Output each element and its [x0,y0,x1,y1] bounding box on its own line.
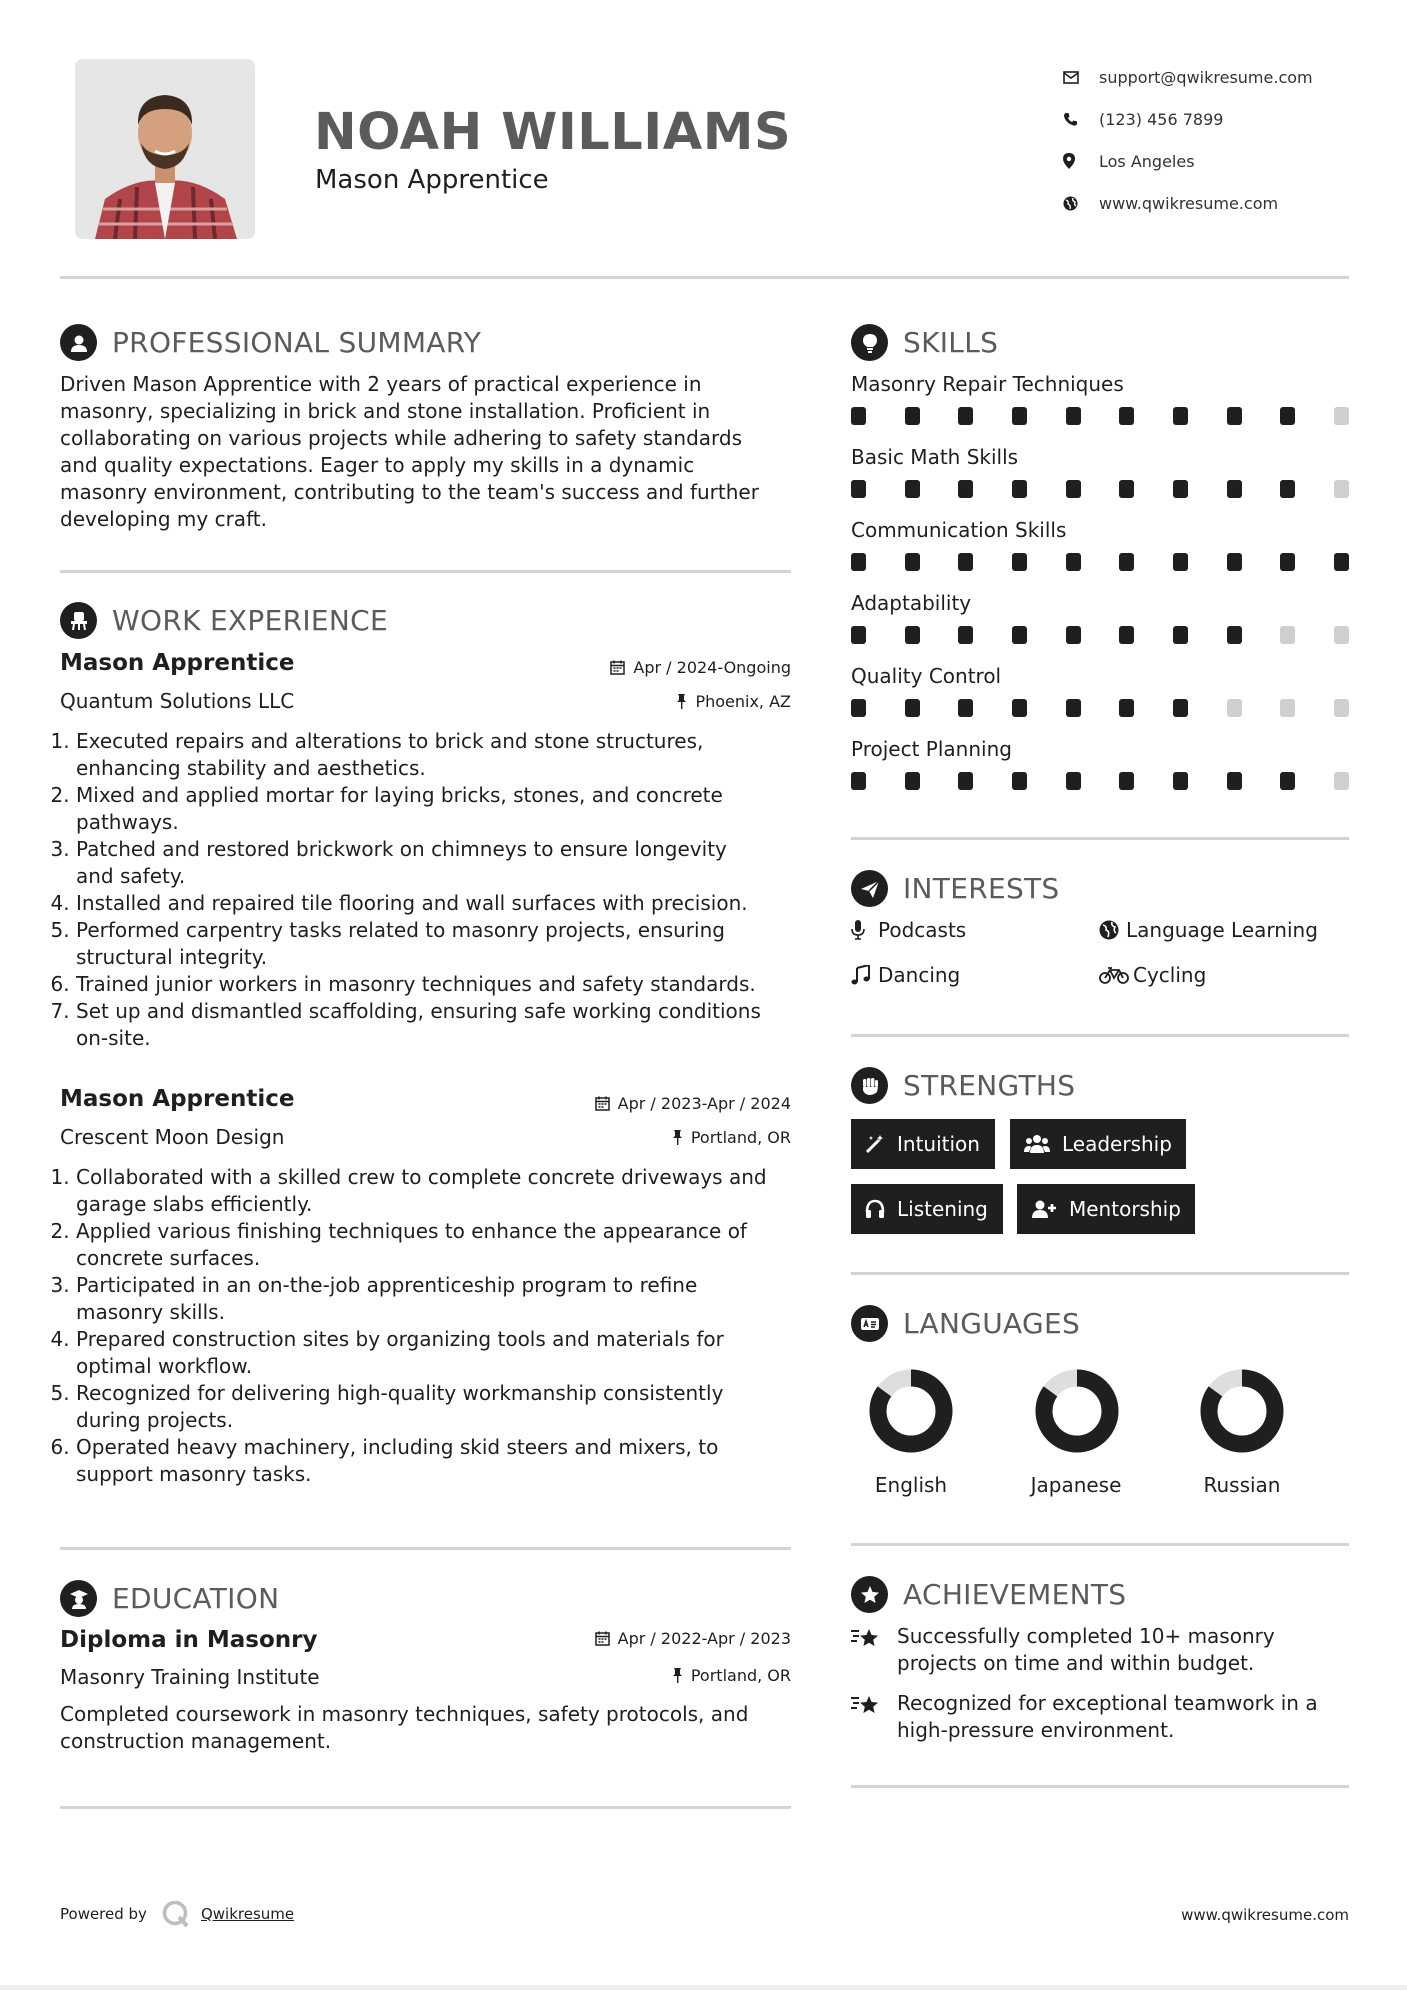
languages-heading: LANGUAGES [851,1305,1080,1342]
rating-dot-filled [958,553,973,571]
work-divider [60,1547,791,1550]
interest-podcasts: Podcasts [851,918,966,942]
rating-dot-filled [1012,699,1027,717]
language-label-japanese: Japanese [1030,1473,1122,1497]
skill-rating [851,480,1349,498]
job-2-duties [58,1164,803,1488]
rating-dot-filled [958,699,973,717]
skill-name: Basic Math Skills [851,445,1019,469]
rating-dot-filled [1119,553,1134,571]
rating-dot-filled [958,626,973,644]
strengths-heading: STRENGTHS [851,1067,1075,1104]
rating-dot-filled [1066,407,1081,425]
rating-dot-filled [905,626,920,644]
rating-dot-empty [1227,699,1242,717]
rating-dot-filled [1012,772,1027,790]
pin-icon [676,694,687,709]
job-1-company: Quantum Solutions LLC [60,689,295,713]
bicycle-icon [1099,966,1133,984]
rating-dot-filled [1066,772,1081,790]
list-item: 2. Applied various finishing techniques to enhance the appearance of concrete surfaces. [76,1218,803,1272]
summary-heading: PROFESSIONAL SUMMARY [60,324,481,361]
skills-heading: SKILLS [851,324,998,361]
skill-rating [851,626,1349,644]
rating-dot-empty [1280,699,1295,717]
map-marker-icon [1063,153,1099,169]
list-item: 7. Set up and dismantled scaffolding, ensuring safe working conditions on-site. [76,998,803,1052]
paper-plane-icon [851,870,888,907]
language-label-russian: Russian [1203,1473,1281,1497]
bottom-bar [0,1985,1407,1990]
achievements-heading: ACHIEVEMENTS [851,1576,1126,1613]
rating-dot-empty [1334,626,1349,644]
rating-dot-filled [958,480,973,498]
list-item: 1. Collaborated with a skilled crew to complete concrete driveways and garage slabs efficiently. [76,1164,803,1218]
rating-dot-filled [851,699,866,717]
footer-powered-by: Powered by Qwikresume [60,1899,294,1929]
rating-dot-empty [1334,772,1349,790]
phone-icon [1063,112,1099,127]
skills-divider [851,837,1349,840]
rating-dot-filled [1012,407,1027,425]
education-school: Masonry Training Institute [60,1665,320,1689]
skill-name: Adaptability [851,591,972,615]
rating-dot-filled [851,626,866,644]
shooting-star-icon [851,1623,897,1677]
rating-dot-filled [905,699,920,717]
rating-dot-filled [1119,626,1134,644]
languages-divider [851,1543,1349,1546]
rating-dot-filled [1012,553,1027,571]
rating-dot-filled [1280,407,1295,425]
rating-dot-filled [1066,480,1081,498]
job-2-role: Mason Apprentice [60,1086,295,1112]
rating-dot-empty [1280,626,1295,644]
rating-dot-filled [1119,407,1134,425]
profile-photo [75,59,255,239]
education-degree: Diploma in Masonry [60,1627,318,1653]
strength-intuition: Intuition [851,1119,995,1169]
magic-wand-icon [865,1134,885,1154]
shooting-star-icon [851,1690,897,1744]
rating-dot-filled [1173,699,1188,717]
skill-name: Masonry Repair Techniques [851,372,1124,396]
list-item: 4. Installed and repaired tile flooring and wall surfaces with precision. [76,890,803,917]
strength-leadership: Leadership [1010,1119,1186,1169]
footer-website[interactable]: www.qwikresume.com [1181,1906,1349,1924]
users-icon [1024,1134,1050,1154]
list-item: 3. Participated in an on-the-job apprenticeship program to refine masonry skills. [76,1272,803,1326]
rating-dot-filled [851,772,866,790]
rating-dot-filled [958,407,973,425]
rating-dot-filled [958,772,973,790]
achievement-2: Recognized for exceptional teamwork in a high-pressure environment. [851,1690,1349,1744]
list-item: 5. Performed carpentry tasks related to masonry projects, ensuring structural integrity. [76,917,803,971]
rating-dot-empty [1334,480,1349,498]
skill-name: Project Planning [851,737,1012,761]
lightbulb-icon [851,324,888,361]
rating-dot-filled [1227,480,1242,498]
rating-dot-filled [1119,699,1134,717]
graduate-icon [60,1580,97,1617]
star-badge-icon [851,1576,888,1613]
globe-icon [1063,196,1099,211]
pin-icon [672,1668,683,1683]
user-icon [60,324,97,361]
rating-dot-filled [1066,626,1081,644]
headphones-icon [865,1199,885,1219]
header-divider [60,276,1349,279]
job-1-role: Mason Apprentice [60,650,295,676]
globe-icon [1099,920,1126,940]
job-1-location: Phoenix, AZ [491,692,791,711]
rating-dot-filled [1173,626,1188,644]
calendar-icon [595,1096,610,1111]
rating-dot-filled [905,407,920,425]
summary-text: Driven Mason Apprentice with 2 years of practical experience in masonry, specializing in brick and stone installation. Proficient in collaborating on various projects while adhering to safety standards and quality expectations. Eager to apply my skills in a dynamic masonry environment, contributing to the team's success and further developing my craft. [60,372,759,531]
interest-language-learning: Language Learning [1099,918,1318,942]
job-2-location: Portland, OR [491,1128,791,1147]
calendar-icon [595,1631,610,1646]
skill-rating [851,772,1349,790]
education-divider [60,1806,791,1809]
contact-email[interactable]: support@qwikresume.com [1063,56,1363,98]
strength-mentorship: Mentorship [1017,1184,1195,1234]
strengths-divider [851,1272,1349,1275]
rating-dot-filled [1012,626,1027,644]
languages-rings [851,1362,1349,1462]
strength-listening: Listening [851,1184,1003,1234]
rating-dot-filled [1066,699,1081,717]
job-1-duties [58,728,803,1052]
rating-dot-empty [1334,699,1349,717]
rating-dot-filled [1119,772,1134,790]
user-plus-icon [1031,1199,1057,1219]
education-description: Completed coursework in masonry techniques, safety protocols, and construction management. [60,1702,749,1753]
language-card-icon [851,1305,888,1342]
rating-dot-filled [1227,626,1242,644]
rating-dot-filled [851,480,866,498]
language-label-english: English [874,1473,948,1497]
rating-dot-filled [1173,480,1188,498]
rating-dot-filled [851,553,866,571]
music-note-icon [851,965,878,985]
rating-dot-filled [905,480,920,498]
job-2-company: Crescent Moon Design [60,1125,285,1149]
job-1-dates: Apr / 2024-Ongoing [491,658,791,677]
achievement-1: Successfully completed 10+ masonry projects on time and within budget. [851,1623,1349,1677]
calendar-icon [610,660,625,675]
contact-website[interactable]: www.qwikresume.com [1063,182,1363,224]
interests-divider [851,1034,1349,1037]
fist-icon [851,1067,888,1104]
rating-dot-filled [1066,553,1081,571]
interests-heading: INTERESTS [851,870,1060,907]
rating-dot-filled [1227,772,1242,790]
rating-dot-filled [1280,480,1295,498]
rating-dot-filled [905,772,920,790]
education-heading: EDUCATION [60,1580,279,1617]
summary-divider [60,570,791,573]
skill-name: Communication Skills [851,518,1067,542]
list-item: 1. Executed repairs and alterations to brick and stone structures, enhancing stability and aesthetics. [76,728,803,782]
qwikresume-logo-icon [161,1899,191,1929]
rating-dot-filled [1227,407,1242,425]
list-item: 3. Patched and restored brickwork on chimneys to ensure longevity and safety. [76,836,803,890]
rating-dot-filled [1280,553,1295,571]
list-item: 6. Trained junior workers in masonry techniques and safety standards. [76,971,803,998]
skill-rating [851,407,1349,425]
candidate-title: Mason Apprentice [315,165,549,195]
skill-name: Quality Control [851,664,1002,688]
microphone-icon [851,920,878,940]
interest-cycling: Cycling [1099,963,1206,987]
contact-phone[interactable]: (123) 456 7899 [1063,98,1363,140]
rating-dot-filled [1334,553,1349,571]
skill-rating [851,699,1349,717]
candidate-name: NOAH WILLIAMS [314,103,792,162]
pin-icon [672,1130,683,1145]
rating-dot-filled [1012,480,1027,498]
rating-dot-filled [1173,553,1188,571]
job-2-dates: Apr / 2023-Apr / 2024 [491,1094,791,1113]
rating-dot-filled [1227,553,1242,571]
achievements-divider [851,1785,1349,1788]
work-heading: WORK EXPERIENCE [60,602,388,639]
rating-dot-filled [1173,772,1188,790]
envelope-icon [1063,71,1099,84]
footer-brand-link[interactable]: Qwikresume [200,1905,295,1923]
list-item: 4. Prepared construction sites by organizing tools and materials for optimal workflow. [76,1326,803,1380]
contact-block [1063,56,1363,224]
rating-dot-empty [1334,407,1349,425]
list-item: 2. Mixed and applied mortar for laying bricks, stones, and concrete pathways. [76,782,803,836]
rating-dot-filled [851,407,866,425]
briefcase-chair-icon [60,602,97,639]
rating-dot-filled [1280,772,1295,790]
education-dates: Apr / 2022-Apr / 2023 [491,1629,791,1648]
list-item: 5. Recognized for delivering high-quality workmanship consistently during projects. [76,1380,803,1434]
interest-dancing: Dancing [851,963,960,987]
list-item: 6. Operated heavy machinery, including skid steers and mixers, to support masonry tasks. [76,1434,803,1488]
skill-rating [851,553,1349,571]
rating-dot-filled [1119,480,1134,498]
rating-dot-filled [905,553,920,571]
contact-location: Los Angeles [1063,140,1363,182]
education-location: Portland, OR [491,1666,791,1685]
rating-dot-filled [1173,407,1188,425]
